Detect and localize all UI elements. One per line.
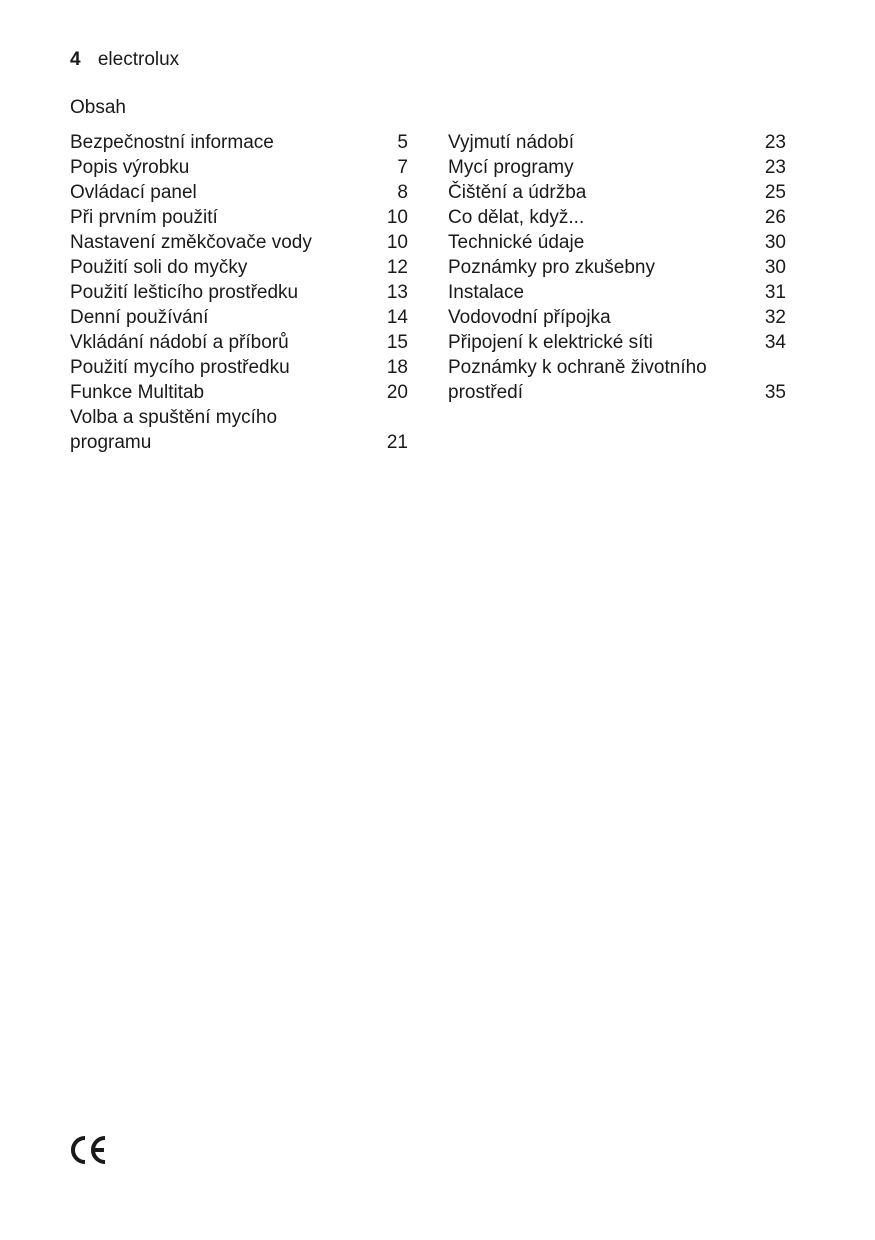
- toc-entry-label: Připojení k elektrické síti: [448, 332, 653, 353]
- toc-entry[interactable]: [70, 205, 408, 230]
- toc-entry[interactable]: [448, 355, 786, 405]
- toc-entry-page-number: 13: [386, 282, 408, 303]
- toc-entry-label: Ovládací panel: [70, 182, 197, 203]
- toc-entry-label: Vyjmutí nádobí: [448, 132, 575, 153]
- toc-entry-label: Vkládání nádobí a příborů: [70, 332, 289, 353]
- toc-column-right: [448, 130, 786, 405]
- toc-entry-label: Volba a spuštění mycího programu: [70, 407, 278, 453]
- toc-entry-page-number: 30: [764, 232, 786, 253]
- toc-entry-label: Denní používání: [70, 307, 209, 328]
- toc-entry-label: Funkce Multitab: [70, 382, 205, 403]
- toc-entry-page-number: 32: [764, 307, 786, 328]
- toc-title: Obsah: [70, 97, 126, 118]
- toc-entry-page-number: 20: [386, 382, 408, 403]
- toc-entry-page-number: 23: [764, 132, 786, 153]
- toc-entry[interactable]: [70, 405, 408, 455]
- toc-entry[interactable]: [448, 130, 786, 155]
- toc-entry[interactable]: [448, 330, 786, 355]
- page-header: [70, 48, 179, 72]
- toc-entry-label: Při prvním použití: [70, 207, 218, 228]
- toc-entry-page-number: 34: [764, 332, 786, 353]
- toc-entry[interactable]: [70, 180, 408, 205]
- toc-entry-label: Bezpečnostní informace: [70, 132, 274, 153]
- toc-column-left: [70, 130, 408, 455]
- brand-name: electrolux: [97, 49, 180, 70]
- toc-entry[interactable]: [448, 255, 786, 280]
- toc-entry-page-number: 10: [386, 207, 408, 228]
- toc-entry[interactable]: [70, 280, 408, 305]
- toc-entry[interactable]: [70, 130, 408, 155]
- toc-entry-page-number: 5: [397, 132, 408, 153]
- toc-entry-label: Co dělat, když...: [448, 207, 585, 228]
- toc-entry-label: Instalace: [448, 282, 525, 303]
- toc-entry-label: Použití mycího prostředku: [70, 357, 290, 378]
- toc-entry[interactable]: [448, 180, 786, 205]
- toc-entry[interactable]: [70, 155, 408, 180]
- toc-entry-page-number: 15: [386, 332, 408, 353]
- toc-entry-page-number: 21: [386, 432, 408, 453]
- toc-entry-page-number: 7: [397, 157, 408, 178]
- toc-entry[interactable]: [70, 230, 408, 255]
- toc-entry[interactable]: [448, 280, 786, 305]
- toc-entry-page-number: 30: [764, 257, 786, 278]
- toc-entry-page-number: 10: [386, 232, 408, 253]
- toc-entry-page-number: 35: [764, 382, 786, 403]
- toc-entry[interactable]: [448, 205, 786, 230]
- toc-entry[interactable]: [70, 380, 408, 405]
- toc-entry[interactable]: [70, 355, 408, 380]
- toc-entry[interactable]: [70, 330, 408, 355]
- toc-entry-label: Nastavení změkčovače vody: [70, 232, 312, 253]
- toc-entry-page-number: 8: [397, 182, 408, 203]
- toc-entry-label: Použití soli do myčky: [70, 257, 248, 278]
- toc-entry-page-number: 26: [764, 207, 786, 228]
- ce-mark-icon: [68, 1134, 110, 1166]
- toc-entry[interactable]: [70, 255, 408, 280]
- toc-entry-label: Poznámky k ochraně životního prostředí: [448, 357, 707, 403]
- toc-entry-page-number: 25: [764, 182, 786, 203]
- toc-entry-page-number: 31: [764, 282, 786, 303]
- toc-entry[interactable]: [448, 305, 786, 330]
- toc-entry-label: Popis výrobku: [70, 157, 190, 178]
- toc-entry[interactable]: [448, 230, 786, 255]
- toc-entry-label: Čištění a údržba: [448, 182, 587, 203]
- toc-entry-label: Vodovodní přípojka: [448, 307, 611, 328]
- toc-entry-page-number: 14: [386, 307, 408, 328]
- toc-entry-label: Technické údaje: [448, 232, 585, 253]
- toc-entry-page-number: 23: [764, 157, 786, 178]
- toc-entry-label: Mycí programy: [448, 157, 574, 178]
- toc-entry-page-number: 18: [386, 357, 408, 378]
- page-number: 4: [70, 49, 81, 70]
- toc-entry-label: Použití lešticího prostředku: [70, 282, 299, 303]
- toc-entry-page-number: 12: [386, 257, 408, 278]
- toc-entry-label: Poznámky pro zkušebny: [448, 257, 655, 278]
- toc-entry[interactable]: [70, 305, 408, 330]
- toc-entry[interactable]: [448, 155, 786, 180]
